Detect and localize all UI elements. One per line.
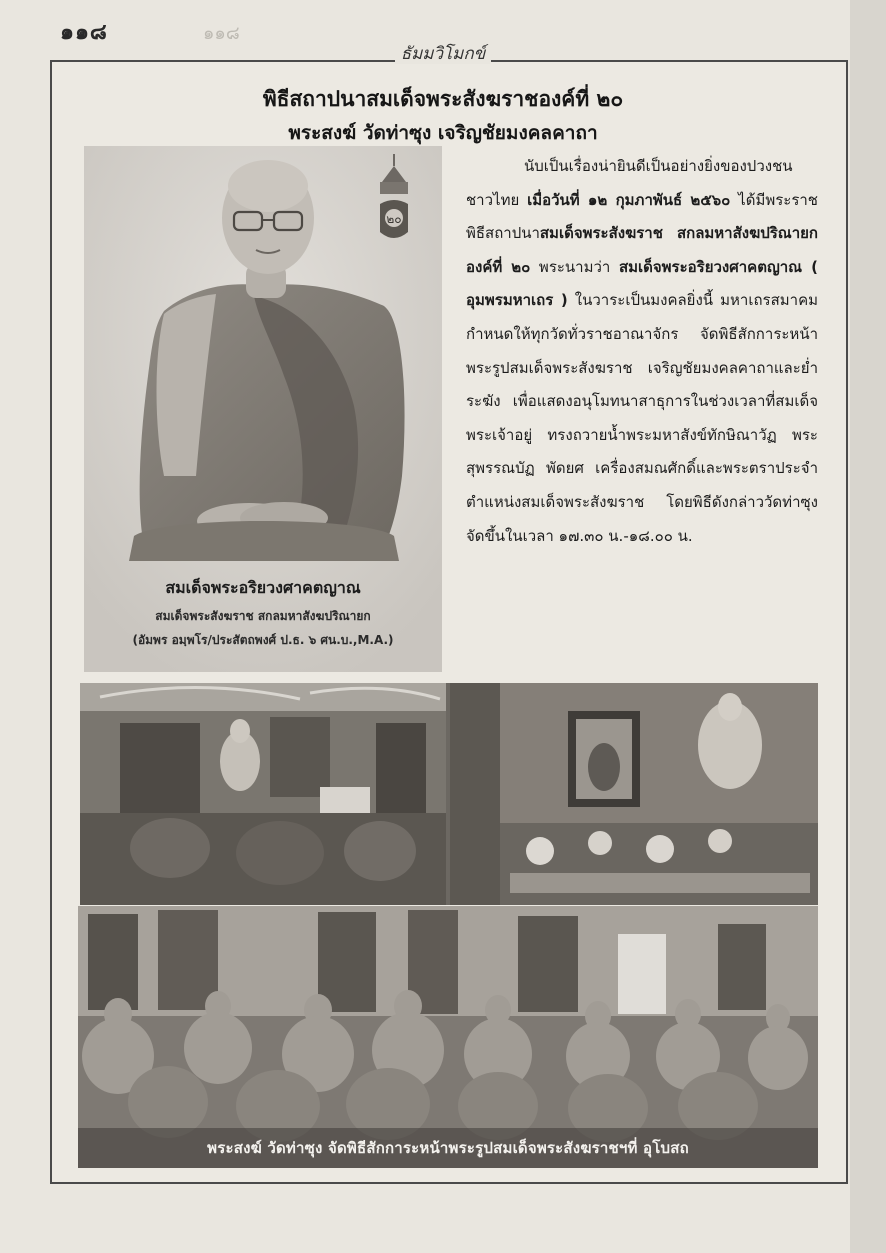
article-body bbox=[466, 150, 818, 553]
portrait-panel bbox=[84, 146, 442, 672]
body-text-3: พระนามว่า bbox=[530, 257, 619, 276]
monks-chanting-photo bbox=[78, 906, 818, 1168]
body-date: เมื่อวันที่ ๑๒ กุมภาพันธ์ ๒๕๖๐ bbox=[527, 190, 731, 209]
body-royal-name: สมเด็จพระอริยวงศาคตญาณ ( อุมพรมหาเถร ) bbox=[466, 257, 818, 310]
article-subtitle: พระสงฆ์ วัดท่าซุง เจริญชัยมงคลคาถา bbox=[288, 122, 598, 144]
portrait-birth-note: (อัมพร อมฺพโร/ประสัตถพงศ์ ป.ธ. ๖ ศน.บ.,M.A.) bbox=[132, 633, 394, 647]
portrait-title: สมเด็จพระสังฆราช สกลมหาสังฆปริณายก bbox=[155, 609, 371, 623]
shrine-photo-right bbox=[450, 683, 818, 905]
photo-caption: พระสงฆ์ วัดท่าซุง จัดพิธีสักการะหน้าพระรูปสมเด็จพระสังฆราชฯที่ อุโบสถ bbox=[207, 1139, 689, 1157]
portrait-caption bbox=[84, 576, 442, 650]
running-head-text: ธัมมวิโมกข์ bbox=[395, 44, 492, 64]
page-number: ๑๑๘ bbox=[60, 20, 108, 45]
body-text-1: นับเป็นเรื่องน่ายินดีเป็นอย่างยิ่งของปวงชนชาวไทย bbox=[466, 157, 793, 209]
running-head bbox=[0, 40, 886, 67]
adjacent-page-bleed bbox=[850, 0, 886, 1253]
shrine-photo-row bbox=[80, 683, 818, 905]
portrait-name: สมเด็จพระอริยวงศาคตญาณ bbox=[165, 578, 361, 597]
monks-photo-row bbox=[78, 906, 818, 1168]
shrine-photos bbox=[80, 683, 818, 905]
body-text-2: ได้มีพระราชพิธีสถาปนา bbox=[466, 190, 818, 243]
ghost-page-number: ๑๑๘ bbox=[203, 23, 240, 44]
body-text-4: ในวาระเป็นมงคลยิ่งนี้ มหาเถรสมาคมกำหนดให้ทุกวัดทั่วราชอาณาจักร จัดพิธีสักการะหน้าพระรูปสมเด็จพระสังฆราช เจริญชัยมงคลคาถาและย่ำระฆัง เพื่อแสดงอนุโมทนาสาธุการในช่วงเวลาที่สมเด็จพระเจ้าอยู่ ทรงถวายน้ำพระมหาสังข์ทักษิณาวัฏ พระสุพรรณบัฏ พัดยศ เครื่องสมณศักดิ์และพระตราประจำตำแหน่งสมเด็จพระสังฆราช โดยพิธีดังกล่าววัดท่าซุง จัดขึ้นในเวลา ๑๗.๓๐ น.-๑๘.๐๐ น. bbox=[466, 291, 818, 545]
article-paragraph bbox=[466, 150, 818, 553]
article-title: พิธีสถาปนาสมเด็จพระสังฆราชองค์ที่ ๒๐ bbox=[262, 87, 624, 111]
body-supreme-patriarch: สมเด็จพระสังฆราช สกลมหาสังฆปริณายก องค์ที่ ๒๐ bbox=[466, 224, 818, 276]
shrine-photo-left bbox=[80, 683, 446, 905]
svg-text:๒๐: ๒๐ bbox=[386, 212, 402, 226]
